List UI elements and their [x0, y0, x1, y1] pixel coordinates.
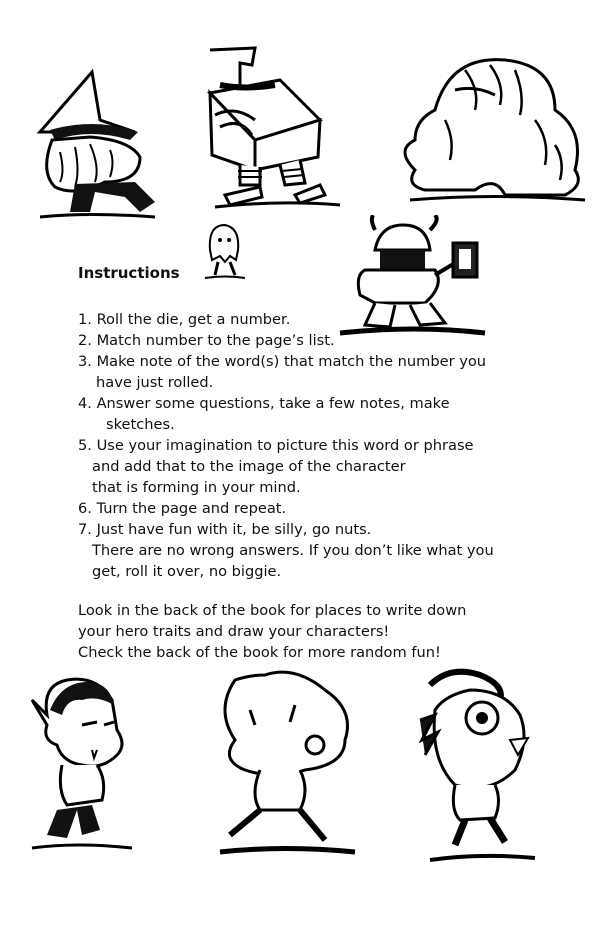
wizard-illustration [30, 62, 165, 222]
instruction-step-7-continuation: There are no wrong answers. If you don’t like what you [92, 542, 494, 559]
instruction-step-3: 3. Make note of the word(s) that match the number you [78, 353, 487, 370]
instruction-step-5-continuation: that is forming in your mind. [92, 479, 301, 496]
goblin-illustration [205, 670, 365, 865]
furry-beast-illustration [395, 50, 590, 210]
box-robot-illustration [200, 45, 350, 210]
footer-line: Check the back of the book for more random fun! [78, 644, 441, 661]
footer-notes [78, 600, 518, 663]
fish-creature-illustration [410, 660, 540, 870]
instruction-step-5: 5. Use your imagination to picture this word or phrase [78, 437, 474, 454]
instruction-step-4: 4. Answer some questions, take a few notes, make [78, 395, 450, 412]
small-ghost-illustration [200, 220, 248, 282]
instruction-step-2: 2. Match number to the page’s list. [78, 332, 335, 349]
instruction-step-5-continuation: and add that to the image of the character [92, 458, 406, 475]
instructions-heading: Instructions [78, 264, 180, 282]
footer-line: your hero traits and draw your characters! [78, 623, 390, 640]
footer-line: Look in the back of the book for places to write down [78, 602, 467, 619]
instructions-list [78, 309, 518, 582]
instruction-step-7-continuation: get, roll it over, no biggie. [92, 563, 282, 580]
instruction-step-4-continuation: sketches. [106, 416, 175, 433]
instruction-step-6: 6. Turn the page and repeat. [78, 500, 287, 517]
vampire-illustration [22, 670, 142, 860]
instruction-step-1: 1. Roll the die, get a number. [78, 311, 291, 328]
instruction-step-7: 7. Just have fun with it, be silly, go nuts. [78, 521, 372, 538]
instruction-step-3-continuation: have just rolled. [96, 374, 214, 391]
